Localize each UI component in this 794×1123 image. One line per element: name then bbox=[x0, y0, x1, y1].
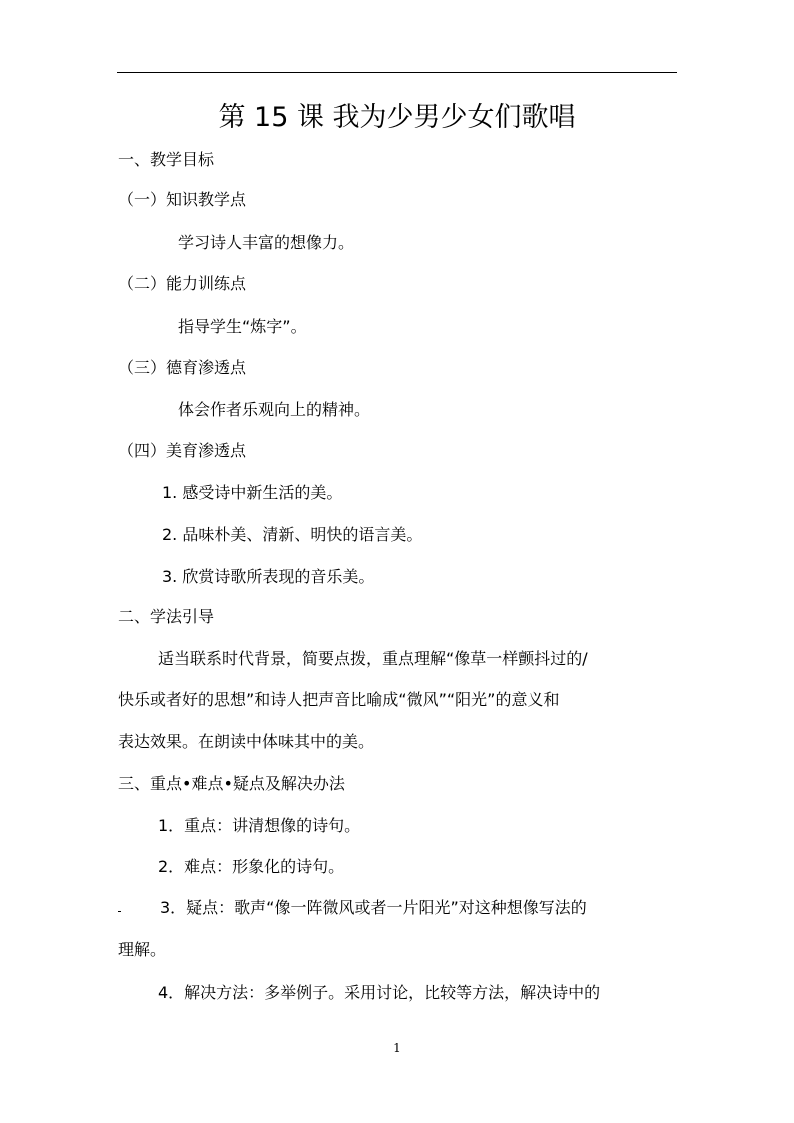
moral-text: 体会作者乐观向上的精神。 bbox=[178, 400, 371, 419]
study-guide-line: 表达效果。在朗读中体味其中的美。 bbox=[118, 732, 375, 751]
knowledge-text: 学习诗人丰富的想像力。 bbox=[178, 233, 355, 252]
lesson-title: 第 15 课 我为少男少女们歌唱 bbox=[218, 102, 576, 133]
section-teaching-goals: 一、教学目标 bbox=[118, 150, 215, 169]
page-number: 1 bbox=[393, 1041, 401, 1055]
key-point-item-continued: 理解。 bbox=[118, 940, 167, 959]
subsection-knowledge: （一）知识教学点 bbox=[118, 190, 247, 209]
subsection-moral: （三）德育渗透点 bbox=[118, 358, 247, 377]
study-guide-line: 快乐或者好的思想”和诗人把声音比喻成“微风”“阳光”的意义和 bbox=[118, 690, 560, 709]
key-point-item: 3．疑点：歌声“像一阵微风或者一片阳光”对这种想像写法的 bbox=[160, 898, 587, 917]
aesthetic-item: 1. 感受诗中新生活的美。 bbox=[162, 483, 343, 502]
key-point-item: 1．重点：讲清想像的诗句。 bbox=[158, 816, 361, 835]
header-rule bbox=[117, 72, 677, 73]
key-point-item: 2．难点：形象化的诗句。 bbox=[158, 857, 345, 876]
section-study-guide: 二、学法引导 bbox=[118, 607, 215, 626]
subsection-ability: （二）能力训练点 bbox=[118, 274, 247, 293]
aesthetic-item: 2. 品味朴美、清新、明快的语言美。 bbox=[162, 525, 423, 544]
stray-mark bbox=[118, 911, 121, 912]
section-key-points: 三、重点•难点•疑点及解决办法 bbox=[118, 774, 345, 793]
ability-text: 指导学生“炼字”。 bbox=[178, 317, 307, 336]
subsection-aesthetic: （四）美育渗透点 bbox=[118, 441, 247, 460]
study-guide-line: 适当联系时代背景，简要点拨，重点理解“像草一样颤抖过的/ bbox=[158, 649, 588, 668]
key-point-item: 4．解决方法：多举例子。采用讨论，比较等方法，解决诗中的 bbox=[158, 983, 601, 1002]
aesthetic-item: 3. 欣赏诗歌所表现的音乐美。 bbox=[162, 567, 375, 586]
